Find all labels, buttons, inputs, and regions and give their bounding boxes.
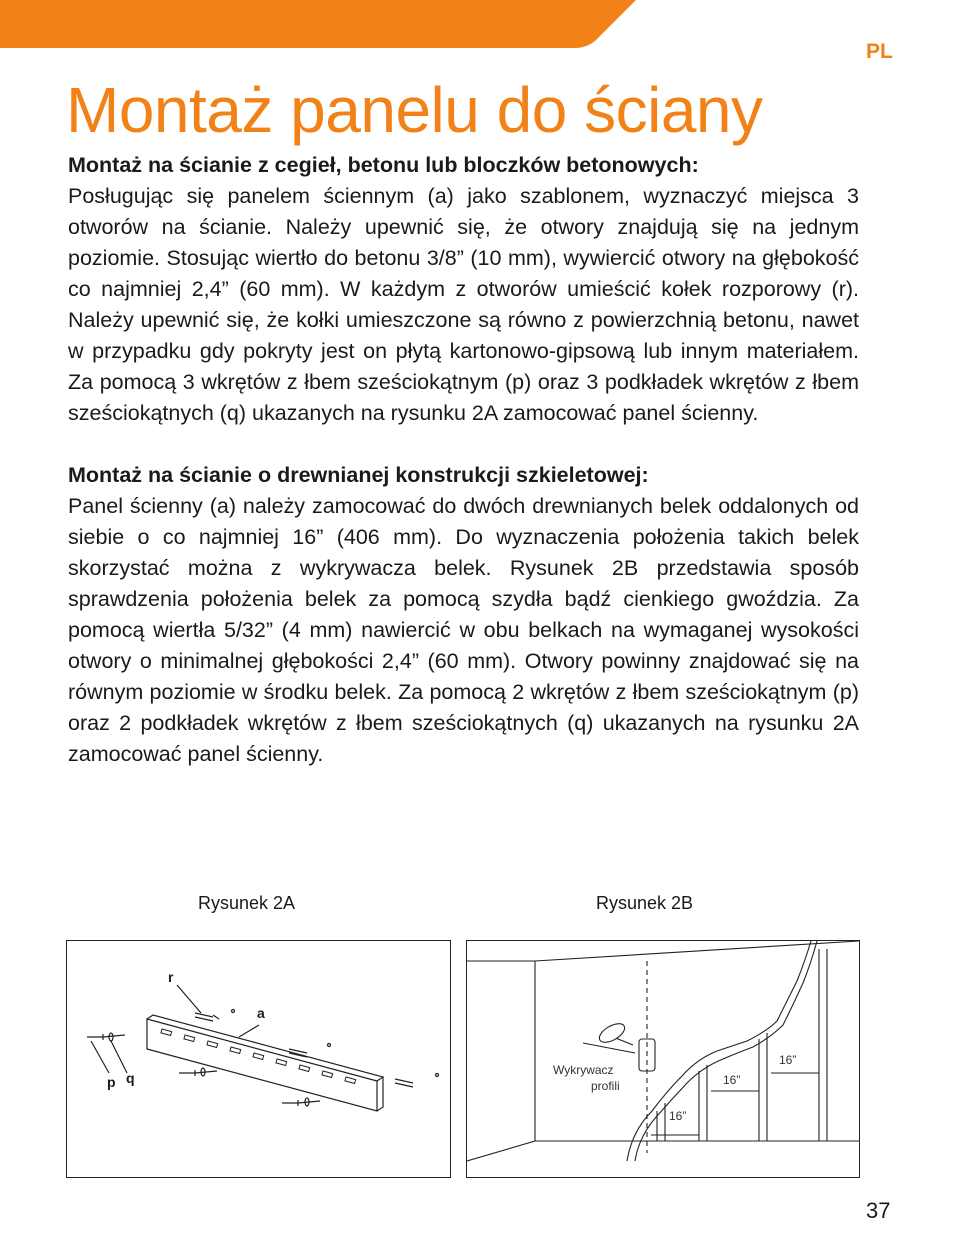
- label-p: p: [107, 1074, 116, 1090]
- label-q: q: [126, 1070, 135, 1086]
- page-number: 37: [866, 1198, 891, 1223]
- figure-2b: [466, 940, 860, 1178]
- page-title: Montaż panelu do ściany: [66, 74, 763, 146]
- header-accent-band: [0, 0, 954, 50]
- section-body: Posługując się panelem ściennym (a) jako szablonem, wyznaczyć miejsca 3 otworów na ścianie. Należy upewnić się, że otwory znajdują się na jednym poziomie. Stosując wiertło do betonu 3/8” (10 mm), wywiercić otwory na głębokość co najmniej 2,4” (60 mm). W każdym z otworów umieścić kołek rozporowy (r). Należy upewnić się, że kołki umieszczone są równo z powierzchnią betonu, nawet w przypadku gdy pokryty jest on płytą kartonowo-gipsową lub innym materiałem. Za pomocą 3 wkrętów z łbem sześciokątnym (p) oraz 3 podkładek wkrętów z łbem sześciokątnych (q) ukazanych na rysunku 2A zamocować panel ścienny.: [68, 184, 859, 425]
- section-heading: Montaż na ścianie o drewnianej konstrukcji szkieletowej:: [68, 463, 649, 487]
- main-content: [68, 150, 859, 770]
- dimension-label: 16”: [669, 1109, 687, 1123]
- language-label: PL: [866, 40, 893, 63]
- figure-2a-caption: Rysunek 2A: [198, 893, 296, 913]
- stud-finder-illustration: [467, 941, 859, 1177]
- section-body: Panel ścienny (a) należy zamocować do dwóch drewnianych belek oddalonych od siebie o co najmniej 16” (406 mm). Do wyznaczenia położenia takich belek skorzystać można z wykrywacza belek. Rysunek 2B przedstawia sposób sprawdzenia położenia belek za pomocą szydła bądź cienkiego gwoździa. Za pomocą wiertła 5/32” (4 mm) nawiercić w obu belkach na wymaganej wysokości otwory o minimalnej głębokości 2,4” (60 mm). Otwory powinny znajdować się na równym poziomie w środku belek. Za pomocą 2 wkrętów z łbem sześciokątnym (p) oraz 2 podkładek wkrętów z łbem sześciokątnych (q) ukazanych na rysunku 2A zamocować panel ścienny.: [68, 494, 859, 766]
- label-detector-line1: Wykrywacz: [553, 1063, 614, 1077]
- section-heading: Montaż na ścianie z cegieł, betonu lub bloczków betonowych:: [68, 153, 699, 177]
- section-brick-concrete: [68, 150, 859, 429]
- wall-plate-illustration: [67, 941, 450, 1177]
- label-r: r: [168, 969, 174, 985]
- figure-2a: [66, 940, 451, 1178]
- label-a: a: [257, 1005, 265, 1021]
- figure-2b-caption: Rysunek 2B: [596, 893, 694, 913]
- section-wood-frame: [68, 460, 859, 770]
- dimension-label: 16”: [779, 1053, 797, 1067]
- label-detector-line2: profili: [591, 1079, 620, 1093]
- dimension-label: 16”: [723, 1073, 741, 1087]
